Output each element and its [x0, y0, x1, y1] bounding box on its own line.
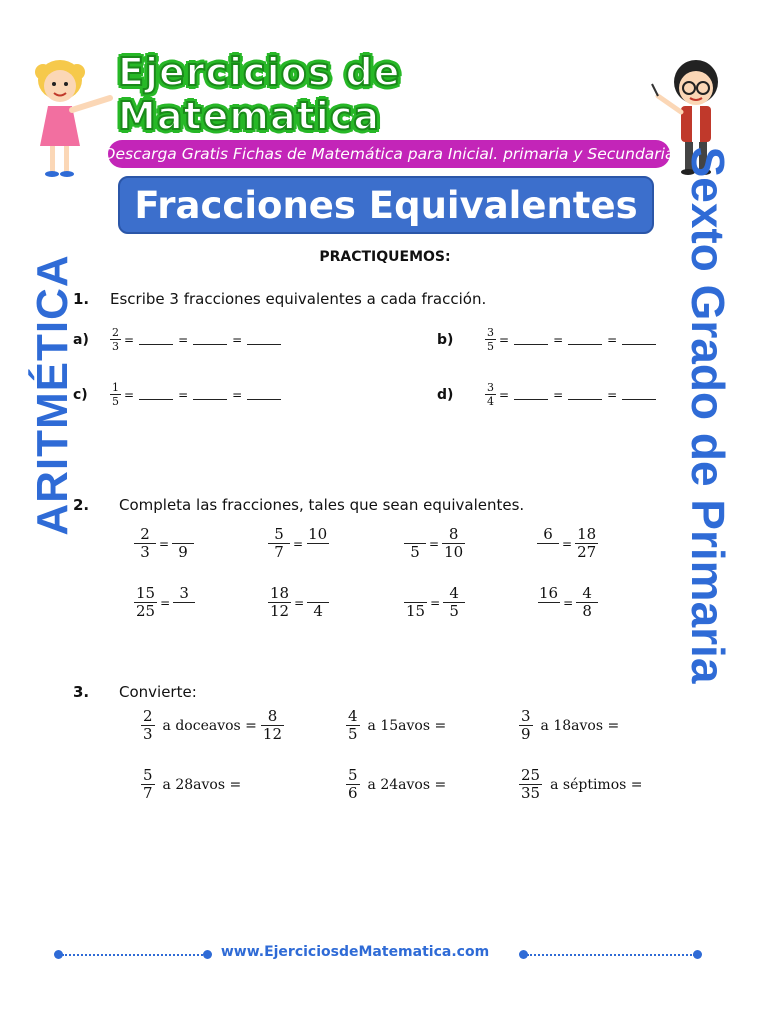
exercise-2-item: [404, 527, 465, 560]
exercise-2-item: [537, 527, 598, 560]
numerator: 8: [448, 525, 459, 543]
equals-sign: =: [178, 387, 189, 402]
item-label: c): [73, 386, 88, 403]
given-fraction: [346, 709, 360, 742]
numerator: 4: [449, 584, 459, 602]
numerator: 4: [348, 707, 358, 725]
conversion-text: a 18avos =: [540, 717, 620, 734]
numerator: [307, 586, 329, 602]
conversion-text: a doceavos =: [162, 717, 257, 734]
denominator: 15: [406, 602, 426, 620]
subject-label: ARITMÉTICA: [28, 254, 77, 536]
denominator: 12: [262, 725, 283, 743]
denominator: 4: [307, 602, 329, 619]
answer-fraction: [261, 709, 284, 742]
equals-sign: =: [499, 387, 510, 402]
left-fraction: [404, 527, 426, 560]
denominator: [538, 602, 560, 619]
answer-blank[interactable]: [247, 389, 281, 400]
right-fraction: [306, 527, 329, 560]
section-1-instruction: Escribe 3 fracciones equivalentes a cada fracción.: [110, 290, 487, 308]
equals-sign: =: [293, 536, 304, 551]
exercise-2-item: [537, 586, 598, 619]
answer-blank[interactable]: [622, 389, 656, 400]
right-fraction: [575, 527, 598, 560]
equals-sign: =: [160, 595, 171, 610]
numerator: 3: [179, 584, 189, 602]
denominator: 12: [270, 602, 290, 620]
equals-sign: =: [430, 595, 441, 610]
exercise-2-item: [134, 586, 195, 619]
footer-divider-right: [527, 954, 695, 956]
denominator: 27: [577, 543, 597, 561]
given-fraction: [519, 768, 542, 801]
denominator: 5: [348, 725, 358, 743]
answer-blank[interactable]: [622, 334, 656, 345]
exercise-1-item: [73, 327, 283, 352]
denominator: [307, 543, 329, 560]
conversion-text: a séptimos =: [550, 776, 643, 793]
denominator: 3: [143, 725, 153, 743]
numerator: 15: [136, 584, 156, 602]
right-fraction: [442, 527, 465, 560]
given-fraction: [519, 709, 533, 742]
answer-blank[interactable]: [139, 334, 173, 345]
left-fraction: [537, 527, 559, 560]
numerator: 3: [487, 326, 494, 339]
denominator: 9: [172, 543, 194, 560]
numerator: [405, 586, 427, 602]
equals-sign: =: [124, 332, 135, 347]
numerator: 8: [267, 707, 278, 725]
numerator: [172, 527, 194, 543]
numerator: 2: [112, 326, 119, 339]
equals-sign: =: [124, 387, 135, 402]
left-fraction: [537, 586, 560, 619]
numerator: 16: [539, 584, 559, 602]
numerator: 6: [543, 525, 553, 543]
left-fraction: [134, 527, 156, 560]
exercise-3-item: [346, 709, 450, 742]
site-logo-text: Ejercicios de Matematica: [118, 50, 401, 138]
equals-sign: =: [553, 332, 564, 347]
equals-sign: =: [499, 332, 510, 347]
answer-blank[interactable]: [568, 389, 602, 400]
right-fraction: [443, 586, 465, 619]
footer-website-link[interactable]: www.EjerciciosdeMatematica.com: [220, 944, 490, 960]
given-fraction: [110, 327, 121, 352]
grade-label: Sexto Grado de Primaria: [682, 146, 734, 684]
answer-blank[interactable]: [514, 334, 548, 345]
exercise-2-item: [134, 527, 194, 560]
equals-sign: =: [563, 595, 574, 610]
numerator: 1: [112, 381, 119, 394]
equals-sign: =: [294, 595, 305, 610]
exercise-3-item: [141, 768, 245, 801]
exercise-1-item: [437, 382, 658, 407]
section-2-number: 2.: [73, 496, 90, 514]
equals-sign: =: [553, 387, 564, 402]
denominator: 7: [143, 784, 153, 802]
given-fraction: [485, 327, 496, 352]
footer-divider-left: [62, 954, 206, 956]
equals-sign: =: [178, 332, 189, 347]
numerator: 18: [577, 525, 597, 543]
numerator: 3: [487, 381, 494, 394]
conversion-text: a 24avos =: [367, 776, 447, 793]
exercise-2-item: [268, 527, 329, 560]
denominator: [173, 602, 195, 619]
left-fraction: [134, 586, 157, 619]
given-fraction: [141, 768, 155, 801]
exercise-1-item: [73, 382, 283, 407]
exercise-3-item: [519, 709, 623, 742]
answer-blank[interactable]: [139, 389, 173, 400]
numerator: 2: [140, 525, 150, 543]
given-fraction: [346, 768, 360, 801]
answer-blank[interactable]: [514, 389, 548, 400]
section-3-number: 3.: [73, 683, 90, 701]
page-title: Fracciones Equivalentes: [118, 176, 654, 234]
right-fraction: [172, 527, 194, 560]
left-fraction: [268, 527, 290, 560]
equals-sign: =: [232, 332, 243, 347]
exercise-3-item: [141, 709, 284, 742]
section-3-instruction: Convierte:: [119, 683, 197, 701]
given-fraction: [141, 709, 155, 742]
item-label: d): [437, 386, 454, 403]
right-fraction: [173, 586, 195, 619]
equals-sign: =: [607, 387, 618, 402]
left-fraction: [268, 586, 291, 619]
denominator: 3: [134, 543, 156, 560]
conversion-text: a 28avos =: [162, 776, 242, 793]
conversion-text: a 15avos =: [367, 717, 447, 734]
given-fraction: [110, 382, 121, 407]
numerator: 18: [270, 584, 290, 602]
item-label: b): [437, 331, 454, 348]
numerator: 4: [582, 584, 592, 602]
exercise-3-item: [519, 768, 647, 801]
site-logo: [118, 50, 652, 138]
numerator: 25: [521, 766, 541, 784]
section-1-number: 1.: [73, 290, 90, 308]
exercise-1-item: [437, 327, 658, 352]
girl-illustration: [30, 50, 125, 185]
equals-sign: =: [562, 536, 573, 551]
numerator: 10: [308, 525, 328, 543]
footer-dot: [693, 950, 702, 959]
numerator: [404, 527, 426, 543]
denominator: 9: [521, 725, 531, 743]
denominator: 25: [136, 602, 156, 620]
exercise-2-item: [404, 586, 465, 619]
right-fraction: [576, 586, 598, 619]
numerator: 3: [521, 707, 531, 725]
numerator: 2: [143, 707, 153, 725]
exercise-3-item: [346, 768, 450, 801]
equals-sign: =: [232, 387, 243, 402]
equals-sign: =: [429, 536, 440, 551]
denominator: 3: [112, 340, 119, 353]
tagline-banner: Descarga Gratis Fichas de Matemática para Inicial. primaria y Secundaria: [108, 140, 670, 168]
denominator: 4: [487, 395, 494, 408]
equals-sign: =: [159, 536, 170, 551]
denominator: 8: [576, 602, 598, 619]
item-label: a): [73, 331, 89, 348]
answer-blank[interactable]: [568, 334, 602, 345]
denominator: 35: [521, 784, 541, 802]
answer-blank[interactable]: [193, 334, 227, 345]
denominator: 7: [268, 543, 290, 560]
practice-heading: PRACTIQUEMOS:: [319, 249, 451, 265]
right-fraction: [307, 586, 329, 619]
numerator: 5: [274, 525, 284, 543]
denominator: 5: [443, 602, 465, 619]
denominator: 5: [112, 395, 119, 408]
exercise-2-item: [268, 586, 329, 619]
denominator: 10: [444, 543, 464, 561]
denominator: [537, 543, 559, 560]
numerator: 5: [348, 766, 358, 784]
left-fraction: [404, 586, 427, 619]
answer-blank[interactable]: [247, 334, 281, 345]
given-fraction: [485, 382, 496, 407]
answer-blank[interactable]: [193, 389, 227, 400]
denominator: 5: [487, 340, 494, 353]
denominator: 5: [404, 543, 426, 560]
denominator: 6: [348, 784, 358, 802]
section-2-instruction: Completa las fracciones, tales que sean equivalentes.: [119, 496, 525, 514]
equals-sign: =: [607, 332, 618, 347]
numerator: 5: [143, 766, 153, 784]
